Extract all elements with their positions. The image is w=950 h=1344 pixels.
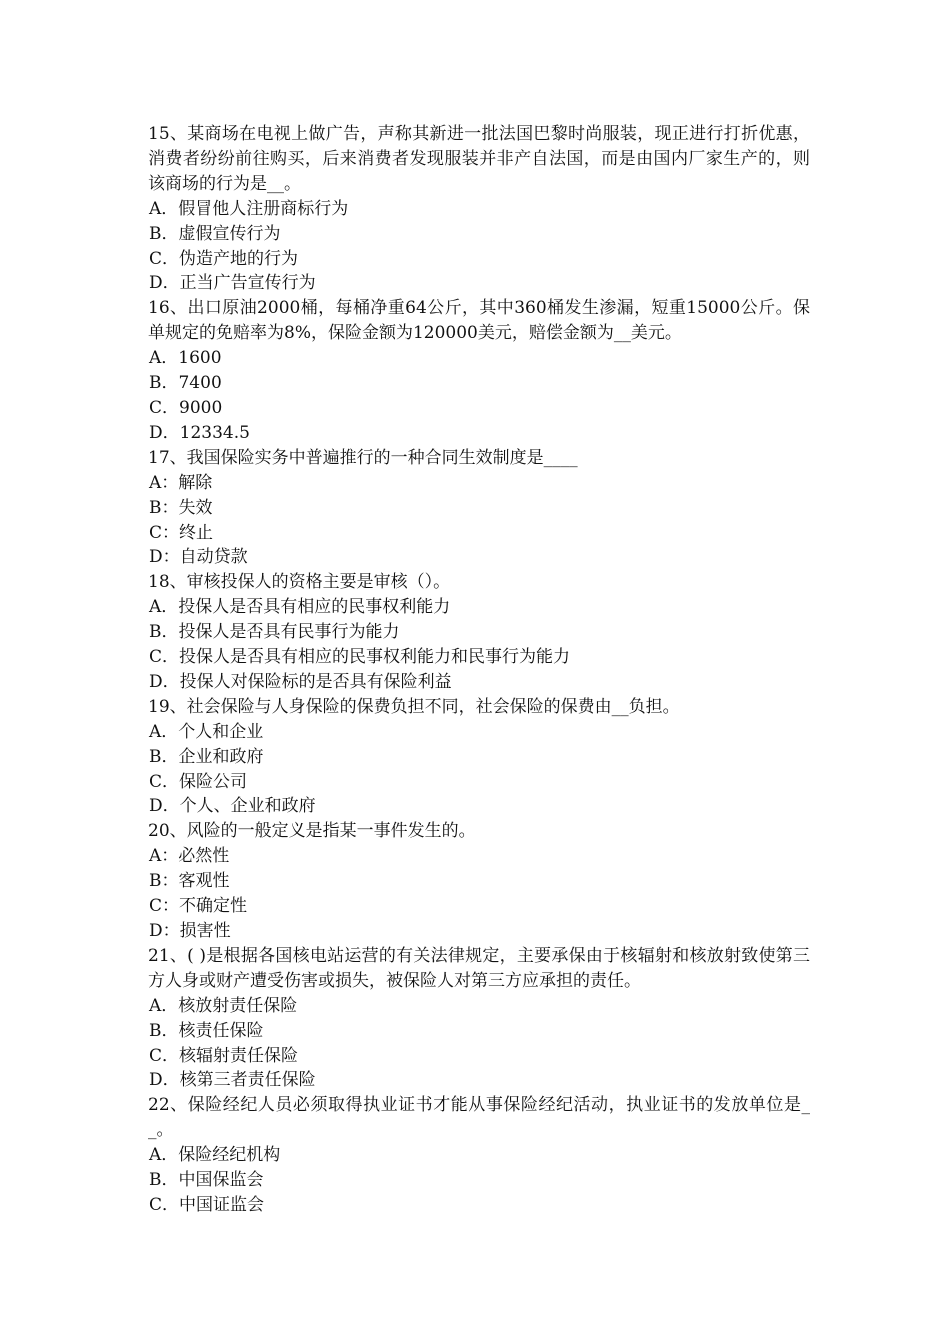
option-22-b: B．中国保监会 [149, 1170, 264, 1191]
question-17: 17、我国保险实务中普遍推行的一种合同生效制度是____ [148, 447, 578, 468]
option-16-c: C．9000 [149, 397, 223, 418]
option-18-d: D．投保人对保险标的是否具有保险利益 [149, 671, 452, 692]
option-15-c: C．伪造产地的行为 [149, 248, 299, 269]
option-17-d: D：自动贷款 [149, 547, 248, 568]
document-page [148, 122, 810, 1218]
option-19-a: A．个人和企业 [149, 721, 264, 742]
question-21: 21、( )是根据各国核电站运营的有关法律规定，主要承保由于核辐射和核放射致使第三方人身或财产遭受伤害或损失，被保险人对第三方应承担的责任。 [148, 945, 810, 991]
option-20-b: B：客观性 [149, 871, 230, 892]
option-15-a: A．假冒他人注册商标行为 [149, 198, 349, 219]
option-20-c: C：不确定性 [149, 896, 248, 917]
option-21-b: B．核责任保险 [149, 1020, 264, 1041]
option-18-c: C．投保人是否具有相应的民事权利能力和民事行为能力 [149, 647, 571, 668]
option-20-a: A：必然性 [149, 846, 230, 867]
option-21-d: D．核第三者责任保险 [149, 1070, 316, 1091]
option-22-a: A．保险经纪机构 [149, 1145, 281, 1166]
option-19-b: B．企业和政府 [149, 746, 264, 767]
question-18: 18、审核投保人的资格主要是审核（）。 [148, 572, 451, 593]
option-18-b: B．投保人是否具有民事行为能力 [149, 622, 400, 643]
option-19-c: C．保险公司 [149, 771, 248, 792]
option-20-d: D：损害性 [149, 921, 231, 941]
option-15-b: B．虚假宣传行为 [149, 223, 281, 244]
question-15: 15、某商场在电视上做广告，声称其新进一批法国巴黎时尚服装，现正进行打折优惠，消费者纷纷前往购买，后来消费者发现服装并非产自法国，而是由国内厂家生产的，则该商场的行为是__。 [148, 124, 810, 194]
question-20: 20、风险的一般定义是指某一事件发生的。 [148, 821, 476, 842]
option-16-d: D．12334.5 [149, 422, 250, 443]
option-16-b: B．7400 [149, 373, 222, 394]
option-17-b: B：失效 [149, 497, 213, 518]
option-19-d: D．个人、企业和政府 [149, 796, 316, 817]
option-18-a: A．投保人是否具有相应的民事权利能力 [149, 597, 451, 618]
option-16-a: A．1600 [149, 348, 222, 369]
question-22: 22、保险经纪人员必须取得执业证书才能从事保险经纪活动，执业证书的发放单位是__。 [148, 1095, 810, 1141]
question-19: 19、社会保险与人身保险的保费负担不同，社会保险的保费由__负担。 [148, 696, 680, 717]
option-15-d: D．正当广告宣传行为 [149, 273, 316, 294]
option-21-c: C．核辐射责任保险 [149, 1045, 299, 1066]
question-16: 16、出口原油2000桶，每桶净重64公斤，其中360桶发生渗漏，短重15000公斤。保单规定的免赔率为8%，保险金额为120000美元，赔偿金额为__美元。 [148, 298, 810, 344]
option-21-a: A．核放射责任保险 [149, 995, 298, 1016]
option-17-c: C：终止 [149, 522, 214, 543]
option-17-a: A：解除 [149, 472, 213, 493]
option-22-c: C．中国证监会 [149, 1194, 265, 1215]
